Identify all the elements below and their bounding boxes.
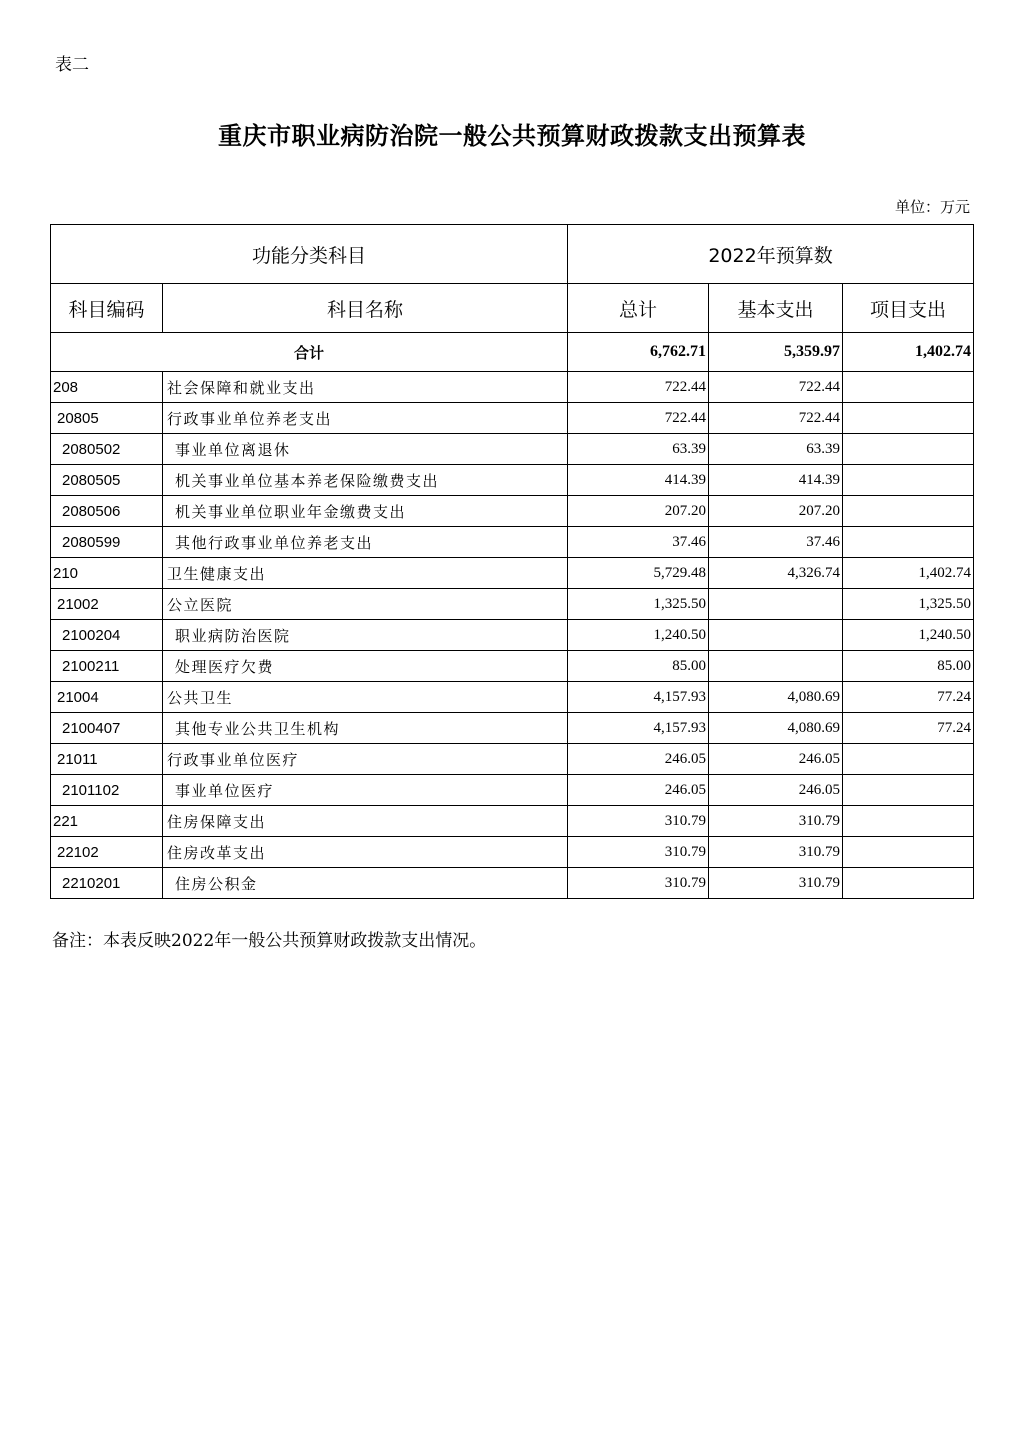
row-total: 85.00	[568, 651, 709, 682]
table-row	[51, 558, 974, 589]
row-name: 其他专业公共卫生机构	[163, 713, 568, 744]
row-code: 2210201	[51, 868, 163, 899]
row-total: 310.79	[568, 806, 709, 837]
total-basic: 5,359.97	[709, 333, 843, 372]
header-row-top	[51, 225, 974, 284]
row-code: 22102	[51, 837, 163, 868]
row-code: 2101102	[51, 775, 163, 806]
row-name: 机关事业单位职业年金缴费支出	[163, 496, 568, 527]
row-code: 2080505	[51, 465, 163, 496]
total-total: 6,762.71	[568, 333, 709, 372]
row-code: 208	[51, 372, 163, 403]
row-project: 77.24	[843, 682, 974, 713]
footnote: 备注：本表反映2022年一般公共预算财政拨款支出情况。	[52, 931, 487, 951]
row-basic	[709, 651, 843, 682]
row-total: 310.79	[568, 868, 709, 899]
row-name: 公立医院	[163, 589, 568, 620]
row-code: 2080599	[51, 527, 163, 558]
table-row	[51, 434, 974, 465]
table-row	[51, 620, 974, 651]
table-row	[51, 713, 974, 744]
row-name: 住房公积金	[163, 868, 568, 899]
row-code: 2100407	[51, 713, 163, 744]
row-project: 1,240.50	[843, 620, 974, 651]
row-project	[843, 775, 974, 806]
table-row	[51, 496, 974, 527]
header-name: 科目名称	[163, 284, 568, 333]
row-code: 210	[51, 558, 163, 589]
row-total: 414.39	[568, 465, 709, 496]
row-basic: 310.79	[709, 868, 843, 899]
row-total: 310.79	[568, 837, 709, 868]
row-basic: 4,326.74	[709, 558, 843, 589]
row-basic	[709, 620, 843, 651]
table-row	[51, 775, 974, 806]
total-project: 1,402.74	[843, 333, 974, 372]
row-name: 事业单位离退休	[163, 434, 568, 465]
row-total: 1,325.50	[568, 589, 709, 620]
row-basic: 414.39	[709, 465, 843, 496]
header-project: 项目支出	[843, 284, 974, 333]
row-code: 221	[51, 806, 163, 837]
table-row	[51, 527, 974, 558]
row-project	[843, 403, 974, 434]
row-name: 职业病防治医院	[163, 620, 568, 651]
row-name: 住房保障支出	[163, 806, 568, 837]
row-project: 77.24	[843, 713, 974, 744]
table-row	[51, 465, 974, 496]
row-name: 事业单位医疗	[163, 775, 568, 806]
row-basic: 246.05	[709, 744, 843, 775]
row-project	[843, 868, 974, 899]
row-project	[843, 527, 974, 558]
row-total: 1,240.50	[568, 620, 709, 651]
header-budget-year: 2022年预算数	[568, 225, 974, 284]
row-basic: 246.05	[709, 775, 843, 806]
header-row-sub	[51, 284, 974, 333]
table-row	[51, 806, 974, 837]
row-code: 21011	[51, 744, 163, 775]
row-code: 2080506	[51, 496, 163, 527]
row-total: 207.20	[568, 496, 709, 527]
total-row	[51, 333, 974, 372]
row-basic: 63.39	[709, 434, 843, 465]
row-project: 85.00	[843, 651, 974, 682]
header-function-category: 功能分类科目	[51, 225, 568, 284]
row-basic: 722.44	[709, 372, 843, 403]
row-total: 246.05	[568, 775, 709, 806]
row-name: 行政事业单位医疗	[163, 744, 568, 775]
header-basic: 基本支出	[709, 284, 843, 333]
row-total: 246.05	[568, 744, 709, 775]
table-row	[51, 372, 974, 403]
row-basic: 37.46	[709, 527, 843, 558]
total-label: 合计	[51, 333, 568, 372]
row-basic: 722.44	[709, 403, 843, 434]
budget-table	[50, 224, 974, 899]
row-name: 其他行政事业单位养老支出	[163, 527, 568, 558]
row-basic: 310.79	[709, 837, 843, 868]
table-row	[51, 589, 974, 620]
row-basic: 4,080.69	[709, 682, 843, 713]
table-row	[51, 868, 974, 899]
row-project	[843, 496, 974, 527]
row-code: 21004	[51, 682, 163, 713]
row-name: 社会保障和就业支出	[163, 372, 568, 403]
row-name: 处理医疗欠费	[163, 651, 568, 682]
header-code: 科目编码	[51, 284, 163, 333]
row-project	[843, 372, 974, 403]
row-basic: 310.79	[709, 806, 843, 837]
row-basic: 207.20	[709, 496, 843, 527]
row-total: 722.44	[568, 372, 709, 403]
row-total: 4,157.93	[568, 713, 709, 744]
row-name: 公共卫生	[163, 682, 568, 713]
row-project	[843, 434, 974, 465]
row-total: 4,157.93	[568, 682, 709, 713]
row-total: 5,729.48	[568, 558, 709, 589]
row-name: 卫生健康支出	[163, 558, 568, 589]
row-basic: 4,080.69	[709, 713, 843, 744]
table-row	[51, 651, 974, 682]
table-row	[51, 682, 974, 713]
row-project	[843, 837, 974, 868]
row-project	[843, 744, 974, 775]
table-row	[51, 744, 974, 775]
row-code: 20805	[51, 403, 163, 434]
row-code: 2100211	[51, 651, 163, 682]
row-project	[843, 465, 974, 496]
row-code: 2100204	[51, 620, 163, 651]
row-project: 1,402.74	[843, 558, 974, 589]
row-basic	[709, 589, 843, 620]
unit-label: 单位：万元	[894, 198, 970, 216]
table-row	[51, 403, 974, 434]
row-code: 2080502	[51, 434, 163, 465]
row-code: 21002	[51, 589, 163, 620]
row-project	[843, 806, 974, 837]
row-name: 行政事业单位养老支出	[163, 403, 568, 434]
table-row	[51, 837, 974, 868]
row-name: 机关事业单位基本养老保险缴费支出	[163, 465, 568, 496]
row-total: 37.46	[568, 527, 709, 558]
document-label: 表二	[55, 55, 89, 75]
header-total: 总计	[568, 284, 709, 333]
row-name: 住房改革支出	[163, 837, 568, 868]
row-total: 722.44	[568, 403, 709, 434]
row-total: 63.39	[568, 434, 709, 465]
row-project: 1,325.50	[843, 589, 974, 620]
page-title: 重庆市职业病防治院一般公共预算财政拨款支出预算表	[218, 121, 806, 150]
